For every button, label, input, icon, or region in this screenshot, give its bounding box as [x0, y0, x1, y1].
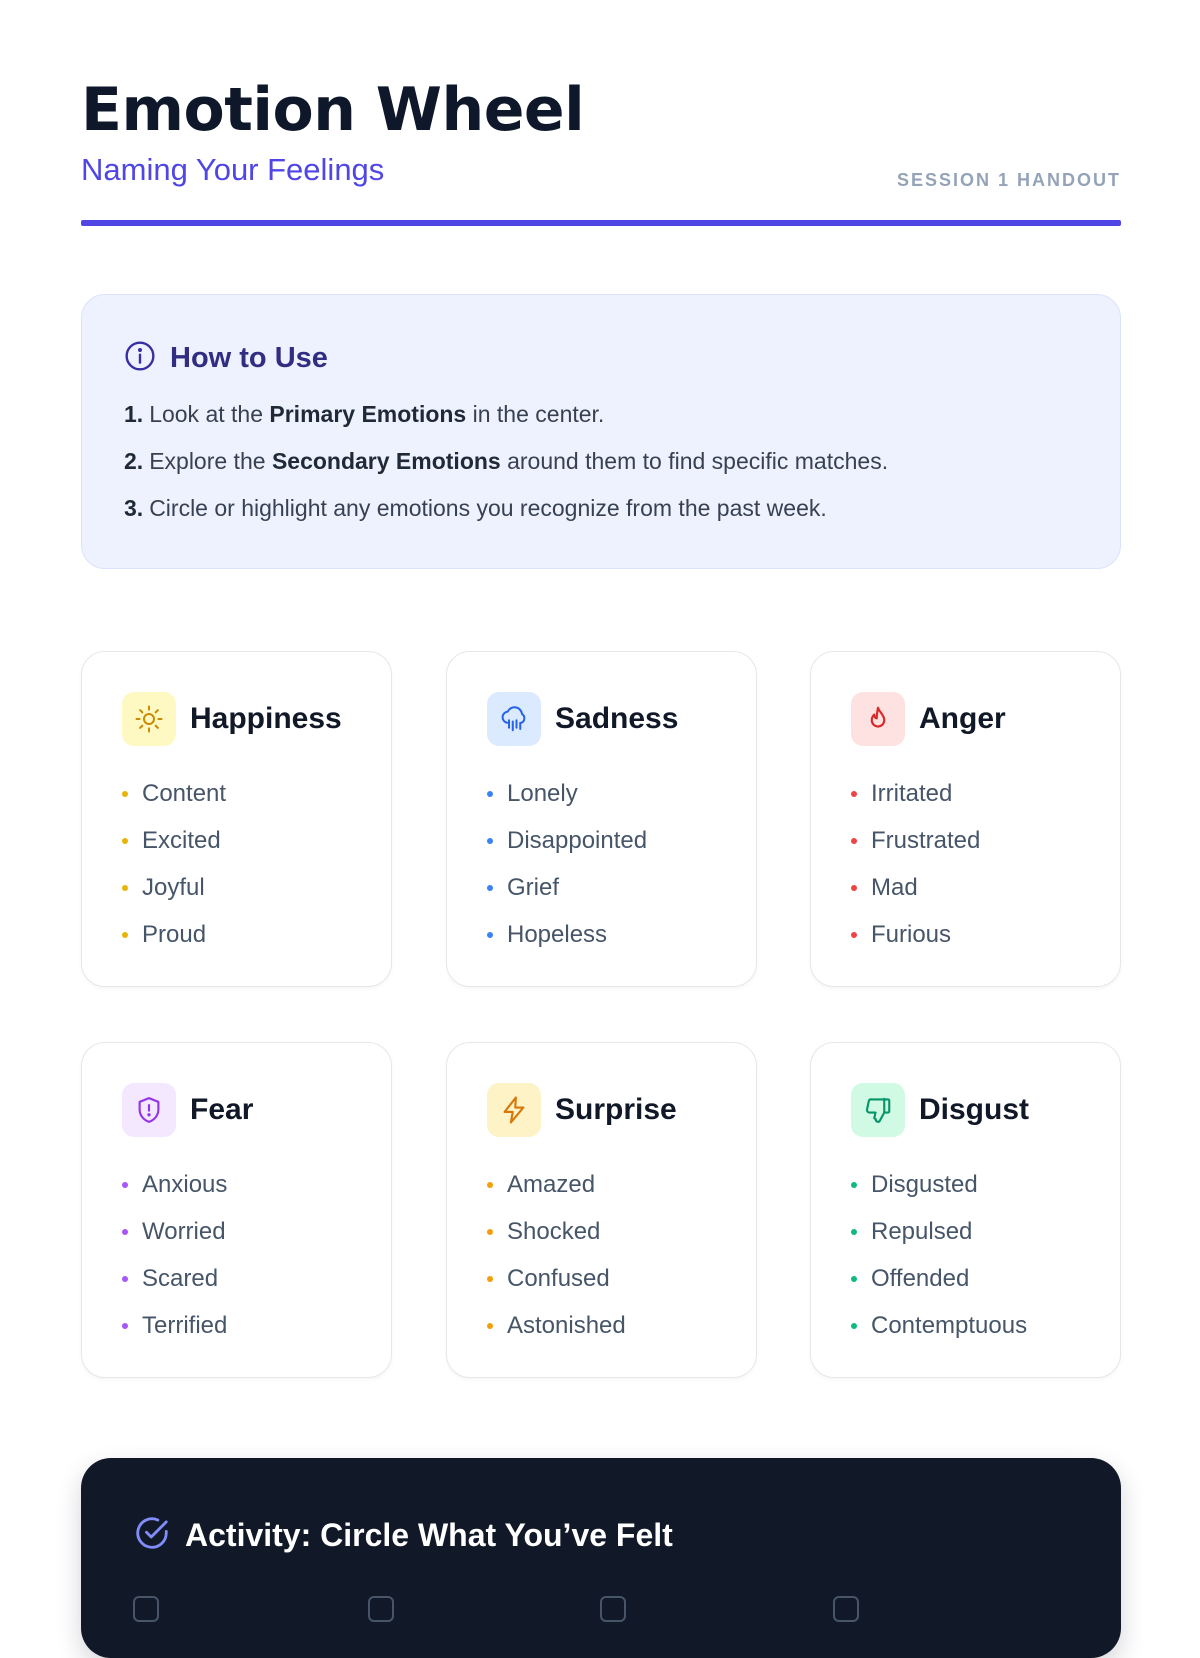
step-text: Look at the	[149, 401, 270, 427]
secondary-emotion-label: Anxious	[142, 1170, 228, 1198]
bullet-dot	[487, 1276, 493, 1282]
secondary-emotion-item	[851, 911, 980, 958]
secondary-emotion-label: Amazed	[507, 1170, 596, 1198]
secondary-emotion-item	[122, 1302, 227, 1349]
card-header	[851, 692, 1006, 746]
card-header	[122, 1083, 253, 1137]
bullet-dot	[487, 1182, 493, 1188]
secondary-emotion-item	[487, 911, 647, 958]
secondary-emotion-label: Disappointed	[507, 826, 648, 854]
secondary-emotion-list	[122, 770, 226, 958]
how-to-use-title: How to Use	[170, 342, 328, 374]
secondary-emotion-label: Frustrated	[871, 826, 981, 854]
bullet-dot	[122, 791, 128, 797]
secondary-emotion-item	[487, 1161, 626, 1208]
bullet-dot	[487, 838, 493, 844]
bullet-dot	[851, 1323, 857, 1329]
bullet-dot	[487, 932, 493, 938]
bullet-dot	[122, 932, 128, 938]
secondary-emotion-item	[851, 817, 980, 864]
bullet-dot	[851, 791, 857, 797]
secondary-emotion-label: Irritated	[871, 779, 953, 807]
card-title: Disgust	[919, 1093, 1030, 1126]
bullet-dot	[122, 1182, 128, 1188]
secondary-emotion-item	[487, 1208, 626, 1255]
thumbs-down-icon	[851, 1083, 905, 1137]
secondary-emotion-item	[851, 1302, 1027, 1349]
secondary-emotion-label: Proud	[142, 920, 207, 948]
bullet-dot	[122, 885, 128, 891]
card-title: Happiness	[190, 702, 342, 735]
secondary-emotion-label: Confused	[507, 1264, 610, 1292]
step-emphasis: Primary Emotions	[269, 401, 467, 427]
secondary-emotion-label: Worried	[142, 1217, 226, 1245]
secondary-emotion-item	[851, 770, 980, 817]
secondary-emotion-list	[487, 1161, 626, 1349]
how-to-use-panel	[81, 294, 1121, 569]
secondary-emotion-item	[487, 864, 647, 911]
secondary-emotion-item	[487, 817, 647, 864]
instruction-step	[124, 491, 888, 538]
secondary-emotion-label: Joyful	[142, 873, 205, 901]
bullet-dot	[122, 1323, 128, 1329]
emotion-card-surprise	[446, 1042, 757, 1378]
session-label: SESSION 1 HANDOUT	[896, 170, 1121, 190]
secondary-emotion-item	[487, 1302, 626, 1349]
bullet-dot	[122, 1229, 128, 1235]
secondary-emotion-label: Astonished	[507, 1311, 626, 1339]
secondary-emotion-item	[851, 1255, 1027, 1302]
bullet-dot	[122, 838, 128, 844]
lightning-icon	[487, 1083, 541, 1137]
bullet-dot	[851, 838, 857, 844]
card-header	[122, 692, 342, 746]
step-text: in the center.	[466, 401, 605, 427]
secondary-emotion-item	[851, 1161, 1027, 1208]
card-title: Surprise	[555, 1093, 677, 1126]
bullet-dot	[122, 1276, 128, 1282]
page-title: Emotion Wheel	[81, 75, 585, 145]
flame-icon	[851, 692, 905, 746]
bullet-dot	[851, 1182, 857, 1188]
page-header	[81, 74, 1121, 190]
emotion-card-sadness	[446, 651, 757, 987]
bullet-dot	[851, 1229, 857, 1235]
emotion-card-happiness	[81, 651, 392, 987]
step-text: Explore the	[149, 448, 272, 474]
secondary-emotion-label: Furious	[871, 920, 952, 948]
secondary-emotion-label: Excited	[142, 826, 221, 854]
secondary-emotion-label: Shocked	[507, 1217, 601, 1245]
emotion-card-disgust	[810, 1042, 1121, 1378]
step-number: 2.	[124, 448, 144, 474]
card-header	[851, 1083, 1029, 1137]
bullet-dot	[851, 932, 857, 938]
secondary-emotion-label: Hopeless	[507, 920, 608, 948]
secondary-emotion-list	[851, 1161, 1027, 1349]
activity-panel	[81, 1458, 1121, 1658]
card-title: Anger	[919, 702, 1006, 735]
secondary-emotion-label: Repulsed	[871, 1217, 973, 1245]
how-to-use-header	[124, 340, 328, 377]
header-divider	[81, 220, 1121, 226]
step-number: 1.	[124, 401, 144, 427]
bullet-dot	[851, 1276, 857, 1282]
bullet-dot	[487, 885, 493, 891]
sun-icon	[122, 692, 176, 746]
secondary-emotion-item	[122, 770, 226, 817]
instruction-step	[124, 444, 888, 491]
info-circle-icon	[124, 340, 156, 377]
secondary-emotion-label: Offended	[871, 1264, 970, 1292]
card-title: Sadness	[555, 702, 679, 735]
emotion-card-fear	[81, 1042, 392, 1378]
secondary-emotion-item	[122, 864, 226, 911]
secondary-emotion-label: Content	[142, 779, 227, 807]
activity-header	[133, 1514, 673, 1557]
step-number: 3.	[124, 495, 144, 521]
rain-cloud-icon	[487, 692, 541, 746]
emotion-card-anger	[810, 651, 1121, 987]
secondary-emotion-item	[487, 1255, 626, 1302]
secondary-emotion-item	[122, 911, 226, 958]
secondary-emotion-label: Contemptuous	[871, 1311, 1028, 1339]
secondary-emotion-item	[487, 770, 647, 817]
secondary-emotion-item	[122, 1255, 227, 1302]
card-title: Fear	[190, 1093, 254, 1126]
page-subtitle: Naming Your Feelings	[81, 152, 385, 187]
shield-alert-icon	[122, 1083, 176, 1137]
instruction-list	[124, 397, 888, 538]
bullet-dot	[487, 1229, 493, 1235]
secondary-emotion-label: Disgusted	[871, 1170, 978, 1198]
secondary-emotion-item	[122, 1208, 227, 1255]
step-emphasis: Secondary Emotions	[271, 448, 501, 474]
step-text: around them to find specific matches.	[500, 448, 889, 474]
secondary-emotion-item	[851, 864, 980, 911]
step-text: Circle or highlight any emotions you recognize from the past week.	[149, 495, 827, 521]
secondary-emotion-label: Mad	[871, 873, 918, 901]
secondary-emotion-item	[851, 1208, 1027, 1255]
secondary-emotion-list	[487, 770, 647, 958]
secondary-emotion-item	[122, 817, 226, 864]
card-header	[487, 692, 678, 746]
instruction-step	[124, 397, 888, 444]
secondary-emotion-label: Grief	[507, 873, 560, 901]
secondary-emotion-item	[122, 1161, 227, 1208]
secondary-emotion-list	[122, 1161, 227, 1349]
bullet-dot	[487, 1323, 493, 1329]
secondary-emotion-list	[851, 770, 980, 958]
card-header	[487, 1083, 677, 1137]
bullet-dot	[487, 791, 493, 797]
bullet-dot	[851, 885, 857, 891]
secondary-emotion-label: Terrified	[142, 1311, 228, 1339]
check-circle-icon	[133, 1514, 171, 1557]
activity-title: Activity: Circle What You’ve Felt	[185, 1517, 673, 1553]
secondary-emotion-label: Lonely	[507, 779, 578, 807]
secondary-emotion-label: Scared	[142, 1264, 219, 1292]
